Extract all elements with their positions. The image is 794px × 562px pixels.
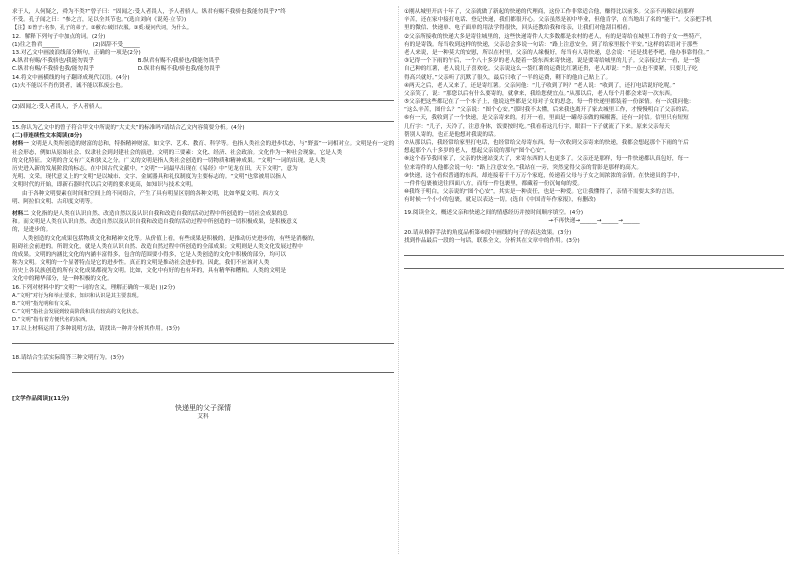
text-line: 求于人，人何疑之，舜为不类?”曾子曰：“固闻之:受人者畏人，予人者骄人。纵君有赐不我骄也我能勿畏乎?”终 (12, 9, 286, 15)
story-paragraph: 有时候一个小小的包裹，就足以表达一切。(选自《中国青年作家报》，有删改) (404, 197, 596, 204)
material-2-line: 称为文明。文明的一个显著特点是它的进步性。真正的文明是推动社会进步的。因此，我们不应该对人类 (12, 260, 270, 267)
story-paragraph: ⑩我终于明白，父亲说的“图个心安”，其实是一种责任，也是一种爱。它让我懂得了，亲情不需要太多的言语， (404, 189, 678, 196)
story-paragraph: 辛苦，还在家中接打电话、登记快递，我们都很开心。父亲虽然是初中毕业，但他肯学，在当地出了名的“能干”。父亲把手机 (404, 17, 712, 24)
story-paragraph: ⑧这个春节我回家了，父亲的快递站变大了，来寄东西的人也更多了。父亲还是那样，每一件快递都认真包好，每一 (404, 156, 689, 163)
material-2-line: 人类创造的文化成果包括物质文化和精神文化等。从价值上看，有些成果是积极的，是推动历史进步的，有些是消极的， (22, 235, 319, 242)
story-title: 快递里的父子深情 (175, 404, 231, 413)
question-16: 16.下列对材料中的“文明”一词的含义，理解正确的一项是( )(2分) (12, 284, 176, 291)
q12-item-1: (1)往之鲁君______ (12, 41, 60, 48)
story-paragraph: ④两天之后，老人又来了，还是寄红薯。父亲问他：“儿子收到了吗？”老人说：“收到了，还打电话说好吃呢。” (404, 82, 676, 89)
question-14: 14.将文中画横线的句子翻译成现代汉语。(4分) (12, 74, 130, 81)
material-2-line: 的成果。文明的内涵比文化的内涵丰富得多，包含的范围要小得多，它是人类创造的文化中积极的部分，均可以 (12, 251, 287, 258)
question-17: 17.以上材料运用了多种说明方法，请找出一种并分析其作用。(3分) (12, 325, 180, 332)
option-d: D.纵君有赐不我/骄也我/能勿畏乎 (137, 66, 221, 73)
question-12: 12．解释下列句子中加点的词。(2分) (12, 33, 106, 40)
material-1-line: 的文化特征。文明的含义有广义和狭义之分。广义的文明是指人类社会创造的一切物质和精神成果。“文明”一词的出现，是人类 (12, 157, 326, 164)
story-paragraph: ②父亲所接收的快递大多是寄往城里的，这些快递寄件人大多数都是农村的老人，有的是寄给在城里工作的子女一些特产， (404, 33, 706, 40)
question-20: 20.请从修辞手法的角度品析第⑥段中画线的句子的表达效果。(3分) (404, 229, 572, 236)
answer-line[interactable] (12, 333, 394, 344)
question-19: 19.阅读全文，概述父亲和快递之间的情感经历并按时间顺序填空。(4分) (404, 209, 584, 216)
footnote-line: 【注】①曾子:名参，孔子的弟子。②敝衣:破旧衣服。③奚:疑问代词，为什么。 (12, 25, 193, 32)
material-2-line: 历史上各民族创造的所有文化成果都视为文明。比如，文化中有好的也有坏的，具有精华和糟粕。人类的文明是 (12, 268, 287, 275)
section-heading: (二)非连续性文本阅读(8分) (12, 133, 83, 140)
story-paragraph: ⑦从那以后，我经常给家里打电话，也经常给父母寄东西。每一次收到父亲寄来的快递，我都会想起那个下雨的午后 (404, 140, 689, 146)
question-13: 13.对乙文中画波浪线部分断句，正确的一项是(2分) (12, 49, 141, 56)
option-c: C.“文明”指社会发展到较高阶段和具有较高的文化状态。 (12, 309, 142, 316)
option-a: A.纵君有赐/不我骄也/我能勿畏乎 (12, 58, 94, 65)
story-paragraph: 里的微信、快递单、电子面单的用法学得很快，回头还教给我和母亲，让我们对他刮目相看。 (404, 25, 634, 32)
answer-line[interactable] (12, 90, 394, 101)
material-2-line: 文化指的是人类在认识自然、改造自然以及认识自我和改造自我的活动过程中所创造的一切社会成果的总 (30, 210, 288, 217)
story-paragraph: 想起那个八十多岁的老人，想起父亲说的那句“图个心安”。 (404, 148, 550, 155)
story-paragraph: 位来寄件的人他都会说一句：“路上注意安全。”我站在一旁，突然觉得父亲的背影是那样的高大。 (404, 164, 642, 171)
material-2-line: 和。而文明是人类在认识自然、改造自然以及认识自我和改造自我的活动过程中所创造的一切积极成果，是积极意义 (12, 219, 298, 226)
story-paragraph: ⑤父亲把这些都记在了一个本子上，他说这些都是父母对子女的思念，每一件快递里都装着一份深情。有一次我问他： (404, 99, 695, 106)
story-paragraph: 几行字：“儿子，天冷了，注意身体，饭要按时吃。”我看着这几行字，眼泪一下子就流了下来。原来父亲每天 (404, 123, 670, 130)
story-paragraph: ⑥有一天，我收到了一个快递，是父亲寄来的。打开一看，里面是一罐母亲做的辣椒酱，还有一封信。信里只有短短 (404, 115, 689, 122)
left-column (12, 8, 394, 421)
story-paragraph: ③记得一个下雨的午后，一个八十多岁的老人提着一袋东西来寄快递，说是要寄给城里的儿子。父亲接过去一看，是一袋 (404, 58, 700, 65)
material-1-line: 光明、文采。现代意义上的“文明”是以城市、文字、金属器具和礼仪制度为主要标志的。“文明”也常被用以指人 (12, 174, 287, 181)
story-paragraph: 老人来说，是一种莫大的安慰，所以在村里，父亲的人缘极好，每当有人寄快递，总会说：“还是找老李吧，他办事靠得住。” (404, 49, 710, 56)
answer-line[interactable] (12, 111, 394, 122)
material-2-line: 文化中的精华部分，是一种积极的文化。 (12, 276, 113, 283)
question-20-text: 找到作品最后一段的一句话，联系全文，分析其在文章中的作用。(3分) (404, 238, 580, 245)
story-paragraph: ①刚从城里开店十年了，父亲就做了新起的快递的代理商，这份工作非常适合他，赚得比以前多。父亲不再像以前那样 (404, 9, 695, 15)
story-paragraph: 父亲笑了，说：“那您以后有什么要寄的，就拿来，我给您便宜点。”从那以后，老人每个月都会来寄一次东西。 (404, 90, 676, 97)
material-2-label: 材料二 (12, 210, 29, 217)
material-1-line: 社会形态，例如从原始社会、奴隶社会到封建社会的演进。文明的三要素：文化、经济、社会政治。文化作为一种社会现象，它是人类 (12, 149, 343, 156)
q12-item-2: (2)固辞不受______ (92, 41, 140, 48)
material-1-line: 由于各种文明要素在时间和空间上的不同组合，产生了具有明显区别的各种文明，比如华夏文明、西方文 (22, 190, 280, 197)
option-c: C.纵君有赐/不我骄也我/能勿畏乎 (12, 66, 95, 73)
question-15: 15.你认为乙文中的曾子符合甲文中所说的“大丈夫”的标准吗?请结合乙文内容简要分析。(4分) (12, 125, 245, 132)
q19-blank[interactable]: →不再快递→______→______→______ (548, 217, 640, 224)
right-column (404, 8, 784, 271)
question-18: 18.请结合生活实际简答三种文明行为。(3分) (12, 354, 124, 361)
text-line: 不受。孔子闻之曰：“参之言，足以全其节也。”(选自刘向《说苑·立节》) (12, 17, 187, 24)
q14-sentence-1: (1)夫不能以不肖伤贤者，诚不能以私废公也。 (12, 82, 127, 89)
material-2-line: 阻碍社会前进的。所谓文化，就是人类在认识自然、改造自然过程中所创造的全部成果；文明则是人类文化发展过程中 (12, 243, 303, 250)
material-1-line: 历史进入新的发展阶段的标志。在中国古代文献中，“文明”一词最早出现在《易经》中“见龙在田，天下文明”，意为 (12, 166, 298, 172)
answer-line[interactable] (404, 258, 784, 269)
section-heading: [文学作品阅读](11分) (12, 395, 70, 402)
story-paragraph: “这么辛苦，图什么？”父亲说：“图个心安。”那时我不太懂，后来我也离开了家去城里工作，才慢慢明白了父亲的话。 (404, 107, 693, 114)
option-b: B.“文明”指光明和有文采。 (12, 301, 75, 307)
story-paragraph: 自己种的红薯，老人说儿子喜欢吃。父亲说这么一袋红薯的运费比红薯还贵，老人却说：“贵一点也不要紧，只要儿子吃 (404, 66, 698, 73)
story-paragraph: 一件件包裹被送往四面八方，而每一件包裹里，都藏着一份沉甸甸的爱。 (404, 180, 584, 187)
option-b: B.纵君有赐不/我骄也/我能勿畏乎 (137, 58, 220, 65)
material-1-line: 明、阿拉伯文明、古印度文明等。 (12, 198, 96, 205)
option-d: D.“文明”指有着方便代名的东西。 (12, 317, 91, 324)
story-paragraph: 有的是寄钱。每当收到这样的快递，父亲总会多说一句话：“路上注意安全，到了给家里报个平安。”这样的话语对于那些 (404, 41, 698, 48)
column-divider (398, 6, 399, 554)
story-paragraph: 帮别人寄的，也正是他想对我说的话。 (404, 131, 500, 138)
q14-sentence-2: (2)固闻之:受人者畏人，予人者骄人。 (12, 103, 106, 110)
story-paragraph: ⑨快递，这个看似普通的东西，却连接着千千万万个家庭，传递着父母与子女之间浓浓的亲情。在快递员的手中， (404, 172, 684, 179)
option-a: A.“文明”对行为和举止要求，知识和认识是其主要表现。 (12, 292, 142, 299)
material-2-line: 的，是进步的。 (12, 227, 52, 234)
material-1-label: 材料一 (12, 141, 29, 148)
story-author: 艾科 (197, 414, 209, 421)
answer-line[interactable] (12, 362, 394, 373)
material-1-line: 文明是人类所创造的财富的总和，特指精神财富，如文学、艺术、教育、科学等。也指人类社会的进步状态，与“野蛮”一词相对立。文明是有一定的 (30, 141, 394, 148)
story-paragraph: 得高兴就好。”父亲听了沉默了很久，最后只收了一半的运费，剩下的他自己贴上了。 (404, 74, 612, 81)
material-1-line: 文明时代的开始，即新石器时代以后文明的要求更高，如知识与技术文明。 (12, 182, 197, 189)
answer-line[interactable] (404, 245, 784, 256)
